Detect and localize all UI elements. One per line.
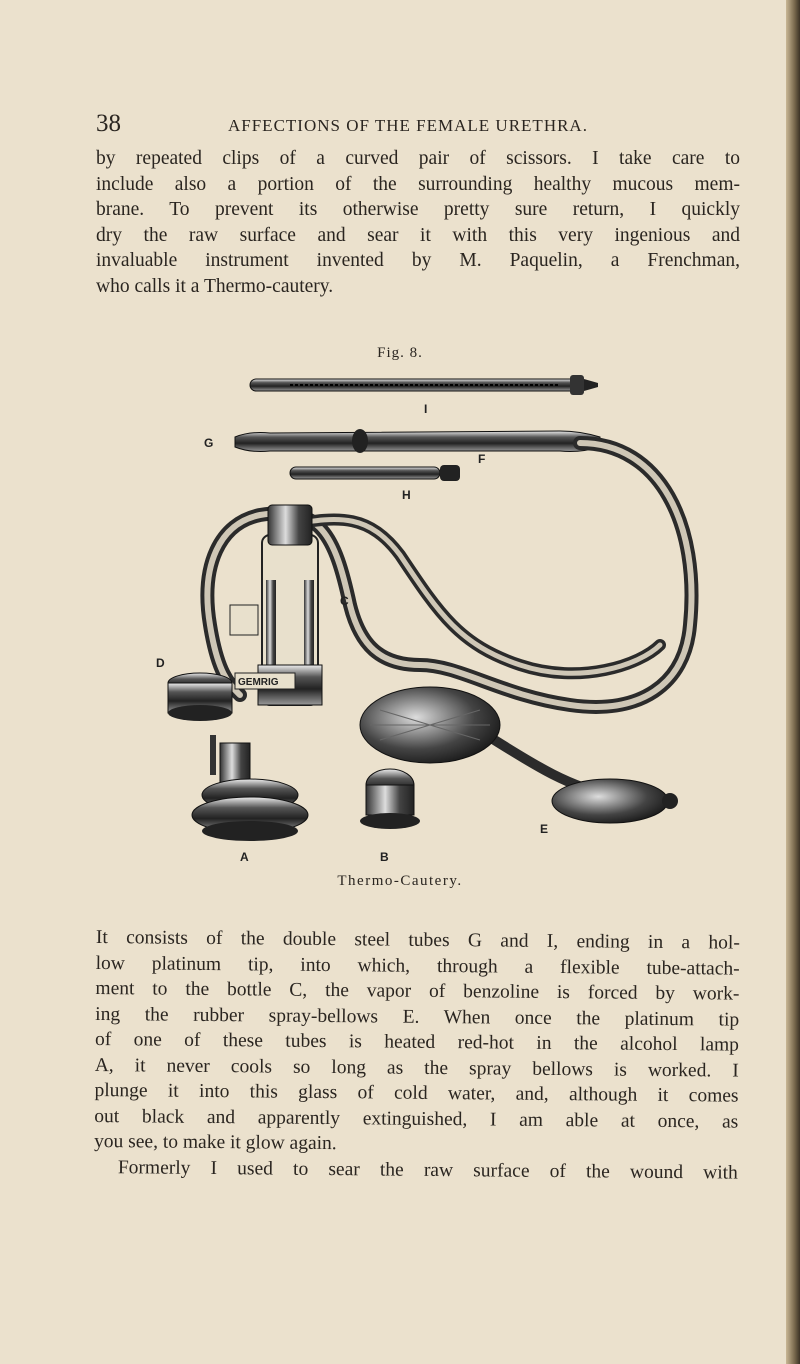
text-line: out black and apparently extinguished, I am able at once, as bbox=[94, 1105, 739, 1133]
text-line: who calls it a Thermo-cautery. bbox=[96, 275, 334, 297]
paragraph-1 bbox=[96, 146, 740, 299]
text-line: by repeated clips of a curved pair of scissors. I take care to bbox=[96, 148, 740, 169]
text-line: ing the rubber spray-bellows E. When once the platinum tip bbox=[95, 1003, 740, 1031]
letter-f: F bbox=[478, 452, 486, 466]
text-line: of one of these tubes is heated red-hot in the alcohol lamp bbox=[94, 1028, 740, 1056]
letter-d: D bbox=[156, 656, 165, 670]
text-line: you see, to make it glow again. bbox=[94, 1130, 337, 1155]
text-line: invaluable instrument invented by M. Paquelin, a Frenchman, bbox=[96, 250, 740, 271]
page-edge bbox=[786, 0, 800, 1364]
text-line: brane. To prevent its otherwise pretty sure return, I quickly bbox=[96, 199, 740, 220]
thermo-cautery-illustration bbox=[140, 365, 710, 865]
steel-tube-g bbox=[235, 429, 600, 453]
letter-i: I bbox=[424, 402, 428, 416]
text-line: ment to the bottle C, the vapor of benzoline is forced by work- bbox=[95, 977, 740, 1005]
letter-g: G bbox=[204, 436, 214, 450]
alcohol-lamp-a bbox=[192, 735, 308, 841]
bottle-label: GEMRIG bbox=[238, 677, 279, 688]
figure-label: Fig. 8. bbox=[377, 345, 423, 361]
letter-b: B bbox=[380, 850, 389, 864]
letter-h: H bbox=[402, 488, 411, 502]
steel-tube-h bbox=[290, 465, 460, 481]
text-line: include also a portion of the surrounding healthy mucous mem- bbox=[96, 173, 740, 195]
letter-a: A bbox=[240, 850, 249, 864]
letter-c: C bbox=[340, 594, 349, 608]
letter-e: E bbox=[540, 822, 549, 836]
text-line: It consists of the double steel tubes G and I, ending in a hol- bbox=[95, 926, 740, 954]
figure-caption: Thermo-Cautery. bbox=[337, 873, 463, 889]
page-header bbox=[96, 110, 736, 140]
steel-tube-i bbox=[250, 375, 598, 395]
page-number: 38 bbox=[96, 110, 121, 137]
text-line: A, it never cools so long as the spray bellows is worked. I bbox=[94, 1054, 739, 1082]
bottle-c bbox=[230, 505, 322, 705]
running-head: AFFECTIONS OF THE FEMALE URETHRA. bbox=[228, 116, 588, 135]
text-line: dry the raw surface and sear it with this very ingenious and bbox=[96, 224, 740, 246]
paragraph-2 bbox=[94, 925, 740, 1186]
text-line: low platinum tip, into which, through a flexible tube-attach- bbox=[95, 952, 740, 980]
cap-d bbox=[168, 673, 232, 721]
text-line: Formerly I used to sear the raw surface of the wound with bbox=[117, 1156, 738, 1184]
text-line: plunge it into this glass of cold water, and, although it comes bbox=[94, 1079, 739, 1107]
lamp-b bbox=[360, 769, 420, 829]
